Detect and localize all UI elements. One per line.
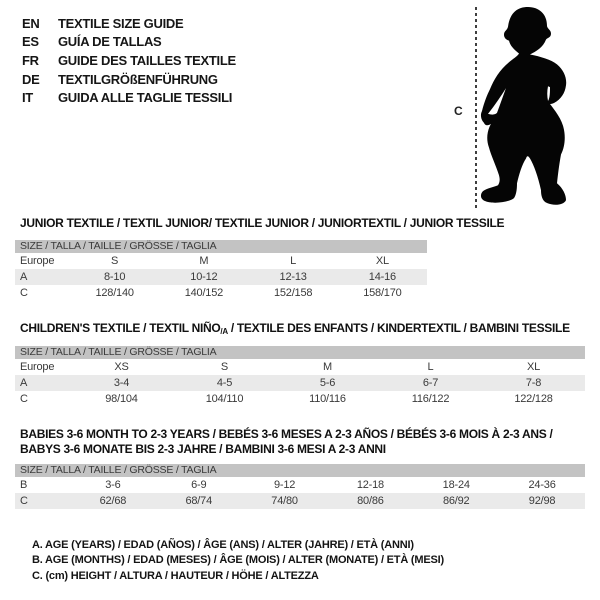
row-label: A bbox=[20, 271, 28, 283]
value-cell: 12-18 bbox=[356, 479, 384, 491]
language-title: GUIDE DES TAILLES TEXTILE bbox=[58, 52, 236, 68]
value-cell: 8-10 bbox=[104, 271, 126, 283]
size-cell: S bbox=[220, 361, 229, 373]
babies-title-line1: BABIES 3-6 MONTH TO 2-3 YEARS / BEBÉS 3-6 MESES A 2-3 AÑOS / BÉBÉS 3-6 MOIS À 2-3 ANS / bbox=[20, 427, 553, 441]
value-cell: 3-6 bbox=[105, 479, 121, 491]
junior-section-title: JUNIOR TEXTILE / TEXTIL JUNIOR/ TEXTILE JUNIOR / JUNIORTEXTIL / JUNIOR TESSILE bbox=[20, 216, 505, 230]
value-cell: 10-12 bbox=[190, 271, 218, 283]
children-title-text: CHILDREN'S TEXTILE / TEXTIL NIÑO bbox=[20, 321, 221, 335]
value-cell: 92/98 bbox=[528, 495, 556, 507]
table-row bbox=[15, 477, 585, 493]
baby-silhouette bbox=[478, 4, 570, 207]
size-header-bar: SIZE / TALLA / TAILLE / GRÖSSE / TAGLIA bbox=[15, 464, 585, 477]
value-cell: 68/74 bbox=[185, 495, 212, 507]
junior-size-table bbox=[15, 240, 427, 301]
table-row bbox=[15, 285, 427, 301]
size-cell: S bbox=[111, 255, 119, 267]
size-cell: M bbox=[323, 361, 332, 373]
babies-size-table bbox=[15, 464, 585, 509]
value-cell: 128/140 bbox=[95, 287, 134, 299]
language-row bbox=[22, 51, 236, 70]
children-title-subscript: /A bbox=[220, 327, 228, 336]
children-title-text: / TEXTILE DES ENFANTS / KINDERTEXTIL / BAMBINI TESSILE bbox=[227, 321, 570, 335]
value-cell: 140/152 bbox=[184, 287, 224, 299]
size-header-bar: SIZE / TALLA / TAILLE / GRÖSSE / TAGLIA bbox=[15, 346, 585, 359]
language-title: GUIDA ALLE TAGLIE TESSILI bbox=[58, 90, 233, 106]
value-cell: 62/68 bbox=[99, 495, 127, 507]
table-row bbox=[15, 253, 427, 269]
size-cell: M bbox=[199, 255, 209, 267]
row-label: A bbox=[20, 377, 28, 389]
value-cell: 98/104 bbox=[105, 393, 138, 405]
language-code: ES bbox=[22, 34, 39, 50]
size-cell: L bbox=[427, 361, 434, 373]
value-cell: 122/128 bbox=[514, 393, 553, 405]
value-cell: 116/122 bbox=[411, 393, 450, 405]
footnote-a: A. AGE (YEARS) / EDAD (AÑOS) / ÂGE (ANS) / ALTER (JAHRE) / ETÀ (ANNI) bbox=[32, 539, 414, 551]
value-cell: 6-9 bbox=[191, 479, 207, 491]
value-cell: 9-12 bbox=[273, 479, 296, 491]
footnote-legend bbox=[32, 538, 444, 584]
value-cell: 5-6 bbox=[319, 377, 336, 389]
size-cell: L bbox=[290, 255, 297, 267]
value-cell: 18-24 bbox=[442, 479, 470, 491]
footnote-c: C. (cm) HEIGHT / ALTURA / HAUTEUR / HÖHE / ALTEZZA bbox=[32, 569, 319, 582]
children-size-table bbox=[15, 346, 585, 407]
size-cell: XL bbox=[526, 361, 541, 373]
value-cell: 104/110 bbox=[205, 393, 244, 405]
row-label: Europe bbox=[20, 361, 55, 373]
babies-title-line2: BABYS 3-6 MONATE BIS 2-3 JAHRE / BAMBINI 3-6 MESI A 2-3 ANNI bbox=[20, 442, 386, 456]
value-cell: 24-36 bbox=[528, 479, 556, 491]
table-row bbox=[15, 375, 585, 391]
row-label: C bbox=[20, 393, 28, 405]
value-cell: 12-13 bbox=[279, 271, 307, 283]
babies-section-title bbox=[20, 427, 552, 457]
value-cell: 7-8 bbox=[525, 377, 542, 389]
value-cell: 4-5 bbox=[216, 377, 233, 389]
value-cell: 6-7 bbox=[422, 377, 439, 389]
value-cell: 152/158 bbox=[273, 287, 313, 299]
language-code: FR bbox=[22, 52, 39, 68]
language-code: EN bbox=[22, 15, 40, 31]
value-cell: 80/86 bbox=[357, 495, 384, 507]
language-title: TEXTILGRÖßENFÜHRUNG bbox=[58, 71, 218, 87]
value-cell: 86/92 bbox=[442, 495, 470, 507]
row-label: B bbox=[20, 479, 28, 491]
language-title: TEXTILE SIZE GUIDE bbox=[58, 15, 184, 31]
value-cell: 74/80 bbox=[271, 495, 298, 507]
language-title: GUÍA DE TALLAS bbox=[58, 34, 162, 50]
row-label: C bbox=[20, 495, 28, 507]
size-header-bar: SIZE / TALLA / TAILLE / GRÖSSE / TAGLIA bbox=[15, 240, 427, 253]
language-row bbox=[22, 14, 236, 33]
footnote-b: B. AGE (MONTHS) / EDAD (MESES) / ÂGE (MOIS) / ALTER (MONATE) / ETÀ (MESI) bbox=[32, 554, 444, 567]
height-measure-label: C bbox=[454, 104, 463, 118]
value-cell: 158/170 bbox=[363, 287, 402, 299]
size-cell: XL bbox=[375, 255, 389, 267]
language-code: DE bbox=[22, 71, 40, 87]
value-cell: 110/116 bbox=[309, 393, 346, 405]
table-row bbox=[15, 493, 585, 509]
value-cell: 3-4 bbox=[113, 377, 130, 389]
row-label: Europe bbox=[20, 255, 55, 267]
table-row bbox=[15, 269, 427, 285]
language-title-list bbox=[22, 14, 236, 107]
language-row bbox=[22, 88, 236, 107]
table-row bbox=[15, 391, 585, 407]
children-section-title bbox=[20, 321, 570, 336]
table-row bbox=[15, 359, 585, 375]
size-cell: XS bbox=[114, 361, 129, 373]
language-row bbox=[22, 33, 236, 52]
row-label: C bbox=[20, 287, 28, 299]
language-code: IT bbox=[22, 90, 33, 106]
height-dashed-line bbox=[475, 7, 477, 208]
language-row bbox=[22, 70, 236, 89]
value-cell: 14-16 bbox=[368, 271, 396, 283]
